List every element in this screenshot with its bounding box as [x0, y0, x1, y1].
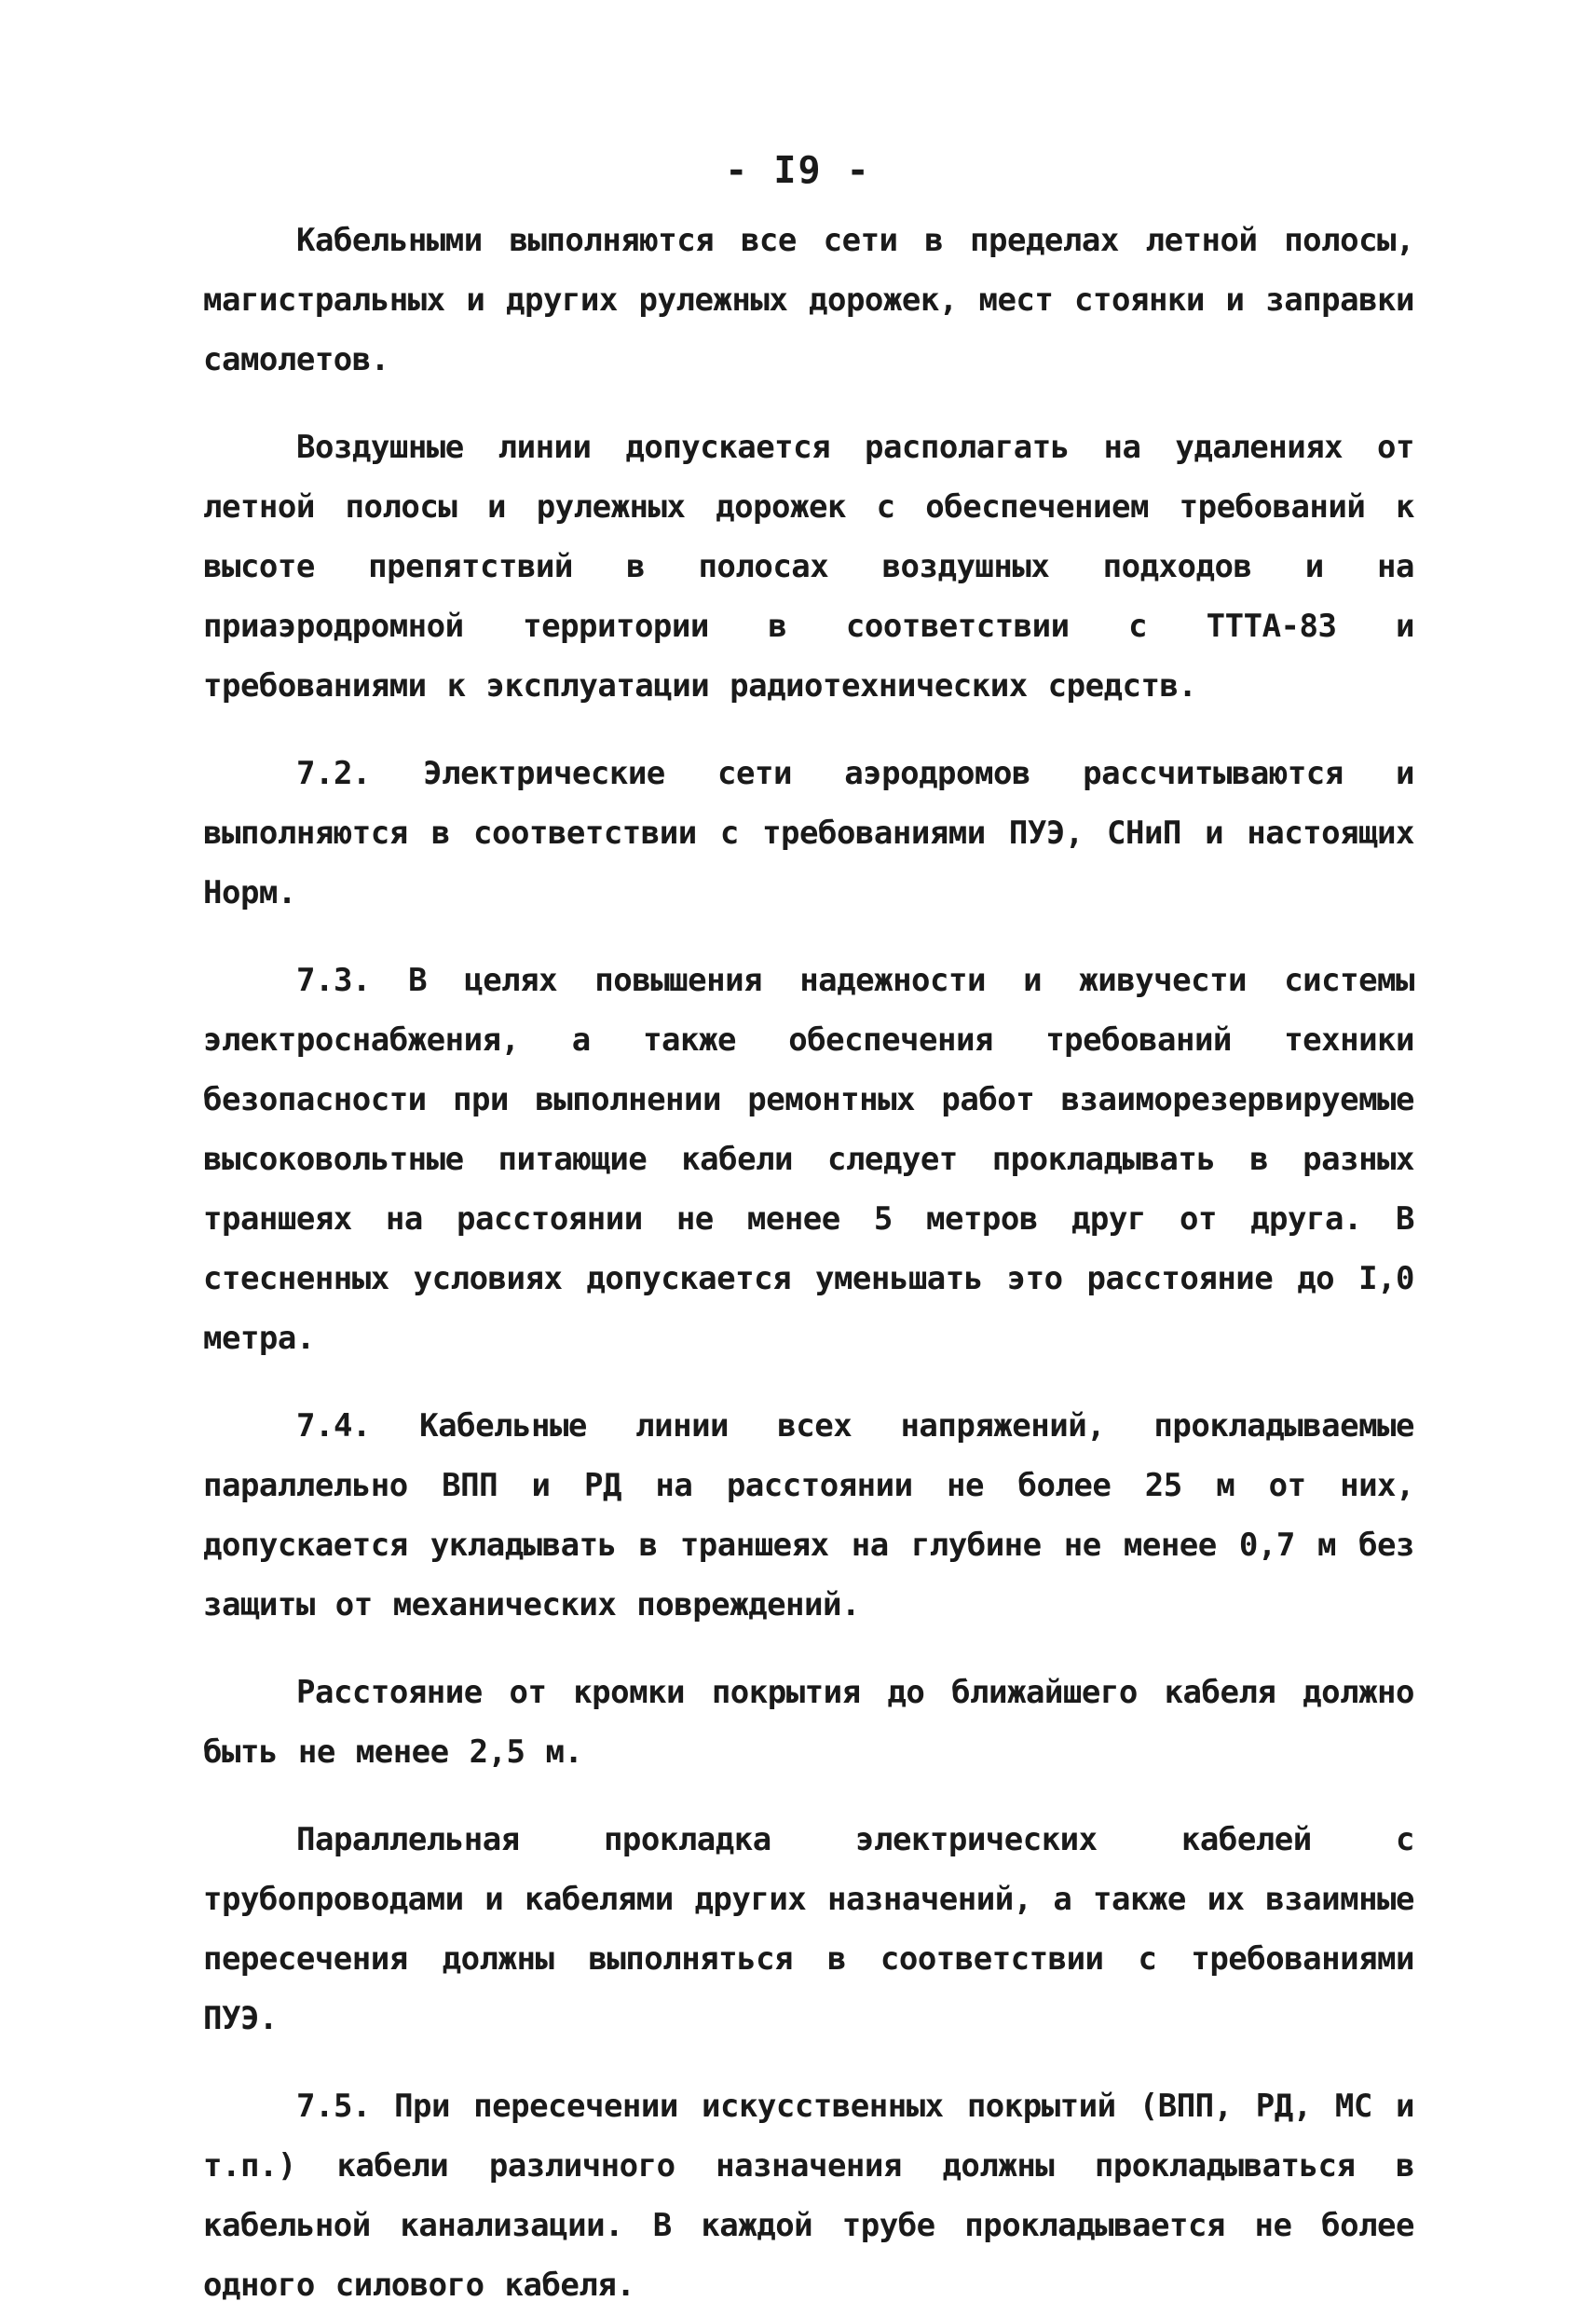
paragraph-7-3: 7.3. В целях повышения надежности и живучести системы электроснабжения, а также обеспечения требований техники безопасности при выполнении ремонтных работ взаиморезервируемые высоковольтные питающие кабели следует прокладывать в разных траншеях на расстоянии не менее 5 метров друг от друга. В стесненных условиях допускается уменьшать это расстояние до I,0 метра.: [203, 962, 1414, 1357]
paragraph-7-2: 7.2. Электрические сети аэродромов рассчитываются и выполняются в соответствии с требованиями ПУЭ, СНиП и настоящих Норм.: [203, 755, 1414, 911]
paragraph-cable-networks: Кабельными выполняются все сети в пределах летной полосы, магистральных и других рулежных дорожек, мест стоянки и заправки самолетов.: [203, 222, 1414, 378]
paragraph-7-5: 7.5. При пересечении искусственных покрытий (ВПП, РД, МС и т.п.) кабели различного назначения должны прокладываться в кабельной канализации. В каждой трубе прокладывается не более одного силового кабеля.: [203, 2088, 1414, 2304]
page-number: - I9 -: [725, 149, 871, 192]
paragraph-distance: Расстояние от кромки покрытия до ближайшего кабеля должно быть не менее 2,5 м.: [203, 1674, 1414, 1771]
document-body: [203, 211, 1414, 2315]
paragraph-7-4: 7.4. Кабельные линии всех напряжений, прокладываемые параллельно ВПП и РД на расстоянии не более 25 м от них, допускается укладывать в траншеях на глубине не менее 0,7 м без защиты от механических повреждений.: [203, 1407, 1414, 1623]
paragraph-parallel-laying: Параллельная прокладка электрических кабелей с трубопроводами и кабелями других назначений, а также их взаимные пересечения должны выполняться в соответствии с требованиями ПУЭ.: [203, 1821, 1414, 2037]
paragraph-overhead-lines: Воздушные линии допускается располагать на удалениях от летной полосы и рулежных дорожек с обеспечением требований к высоте препятствий в полосах воздушных подходов и на приаэродромной территории в соответствии с ТТТА-83 и требованиями к эксплуатации радиотехнических средств.: [203, 429, 1414, 705]
